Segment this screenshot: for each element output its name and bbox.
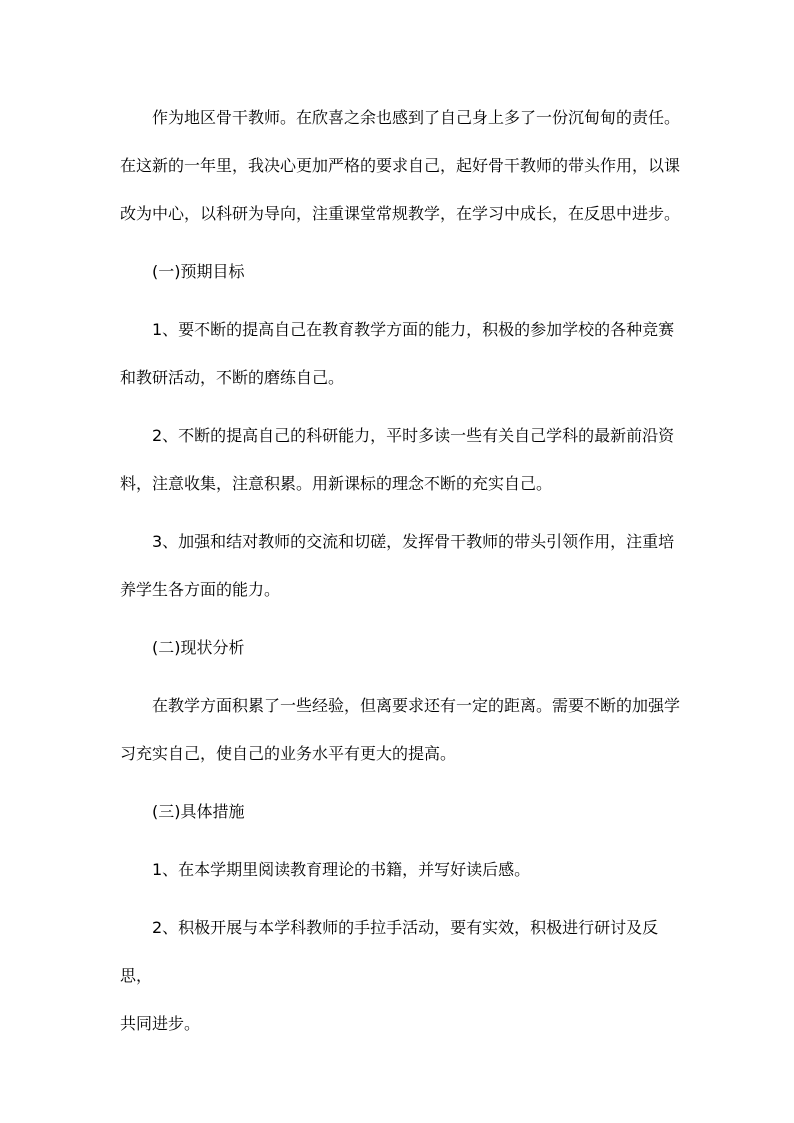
paragraph-measure-2 (120, 904, 680, 1048)
section-heading-goals: (一)预期目标 (152, 262, 245, 281)
paragraph-line: 2、积极开展与本学科教师的手拉手活动，要有实效，积极进行研讨及反思， (120, 918, 659, 985)
section-heading-measures: (三)具体措施 (152, 802, 245, 821)
paragraph-line: 养学生各方面的能力。 (120, 580, 281, 599)
paragraph-line: 1、要不断的提高自己在教育教学方面的能力，积极的参加学校的各种竞赛 (152, 320, 675, 339)
paragraph-goal-2 (120, 412, 680, 508)
paragraph-line: 改为中心，以科研为导向，注重课堂常规教学，在学习中成长，在反思中进步。 (120, 204, 681, 223)
paragraph-line: 1、在本学期里阅读教育理论的书籍，并写好读后感。 (152, 860, 531, 879)
paragraph-line: 料，注意收集，注意积累。用新课标的理念不断的充实自己。 (120, 474, 553, 493)
paragraph-line: 和教研活动，不断的磨练自己。 (120, 368, 345, 387)
paragraph-analysis (120, 682, 680, 778)
paragraph-line: 共同进步。 (120, 1014, 201, 1033)
paragraph-line: 3、加强和结对教师的交流和切磋，发挥骨干教师的带头引领作用，注重培 (152, 532, 675, 551)
paragraph-line: 作为地区骨干教师。在欣喜之余也感到了自己身上多了一份沉甸甸的责任。 (152, 108, 681, 127)
section-heading-analysis: (二)现状分析 (152, 638, 245, 657)
document-page (120, 102, 680, 1058)
paragraph-goal-1 (120, 306, 680, 402)
paragraph-line: 习充实自己，使自己的业务水平有更大的提高。 (120, 744, 457, 763)
paragraph-line: 2、不断的提高自己的科研能力，平时多读一些有关自己学科的最新前沿资 (152, 426, 675, 445)
paragraph-line: 在教学方面积累了一些经验，但离要求还有一定的距离。需要不断的加强学 (152, 696, 681, 715)
paragraph-goal-3 (120, 518, 680, 614)
paragraph-intro (120, 94, 680, 238)
paragraph-measure-1 (120, 846, 680, 894)
paragraph-line: 在这新的一年里，我决心更加严格的要求自己，起好骨干教师的带头作用，以课 (120, 156, 681, 175)
